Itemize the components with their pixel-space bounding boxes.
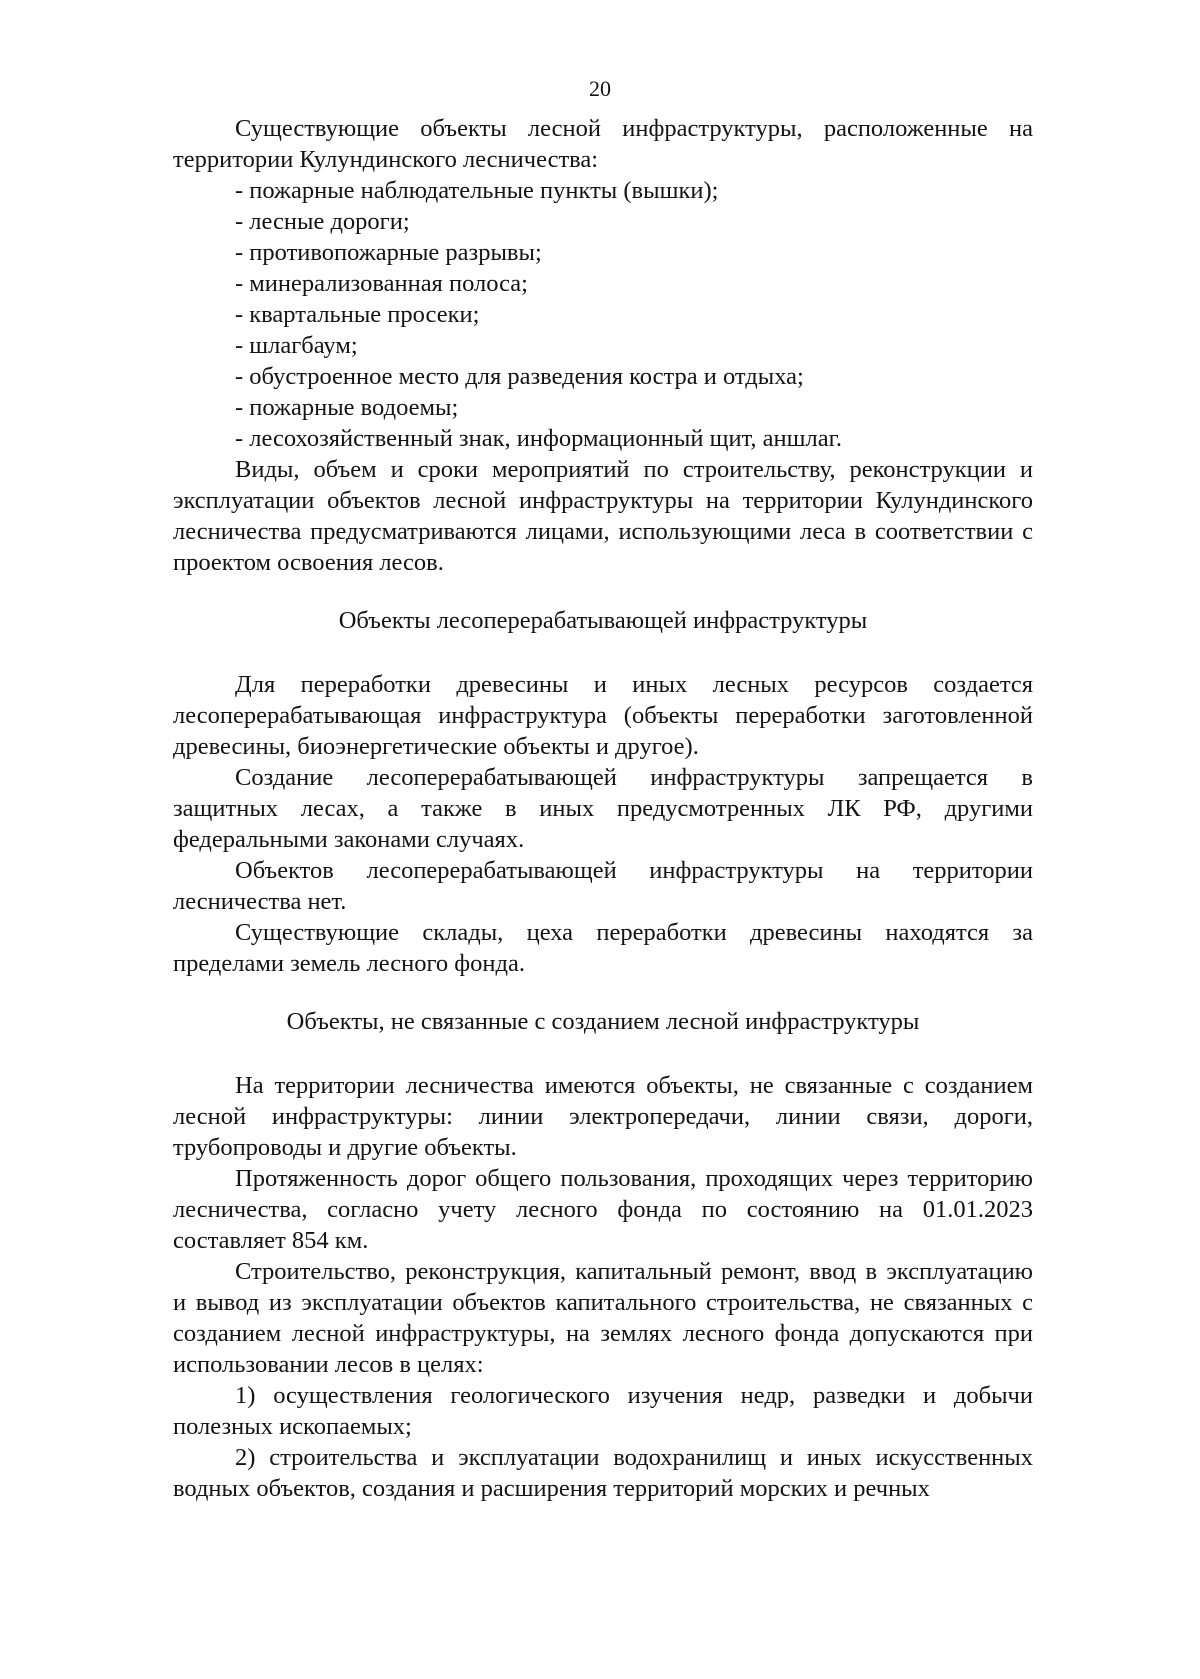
- numbered-item: 1) осуществления геологического изучения недр, разведки и добычи полезных ископаемых;: [173, 1382, 1033, 1440]
- section1-intro: Существующие объекты лесной инфраструктуры, расположенные на территории Кулундинского лесничества:: [173, 115, 1033, 173]
- paragraph: Существующие склады, цеха переработки древесины находятся за пределами земель лесного фонда.: [173, 919, 1033, 977]
- list-item: - пожарные наблюдательные пункты (вышки);: [235, 177, 719, 204]
- list-item: - лесные дороги;: [235, 208, 410, 235]
- list-item: - шлагбаум;: [235, 332, 358, 359]
- paragraph: На территории лесничества имеются объекты, не связанные с созданием лесной инфраструктуры: линии электропередачи, линии связи, дороги, трубопроводы и другие объекты.: [173, 1072, 1033, 1161]
- list-item: - противопожарные разрывы;: [235, 239, 542, 266]
- section-heading-wood-processing: Объекты лесоперерабатывающей инфраструктуры: [338, 607, 868, 634]
- list-item: - минерализованная полоса;: [235, 270, 528, 297]
- section-heading-non-forest-objects: Объекты, не связанные с созданием лесной инфраструктуры: [286, 1008, 920, 1035]
- paragraph: Создание лесоперерабатывающей инфраструктуры запрещается в защитных лесах, а также в иных предусмотренных ЛК РФ, другими федеральными законами случаях.: [173, 764, 1033, 853]
- paragraph: Объектов лесоперерабатывающей инфраструктуры на территории лесничества нет.: [173, 857, 1033, 915]
- paragraph: Протяженность дорог общего пользования, проходящих через территорию лесничества, согласно учету лесного фонда по состоянию на 01.01.2023 составляет 854 км.: [173, 1165, 1033, 1254]
- list-item: - лесохозяйственный знак, информационный щит, аншлаг.: [235, 425, 843, 452]
- list-item: - обустроенное место для разведения костра и отдыха;: [235, 363, 804, 390]
- page-number: 20: [589, 76, 611, 101]
- list-item: - пожарные водоемы;: [235, 394, 459, 421]
- numbered-item: 2) строительства и эксплуатации водохранилищ и иных искусственных водных объектов, создания и расширения территорий морских и речных: [173, 1444, 1033, 1502]
- page-body: [173, 113, 1033, 1504]
- paragraph: Строительство, реконструкция, капитальный ремонт, ввод в эксплуатацию и вывод из эксплуатации объектов капитального строительства, не связанных с созданием лесной инфраструктуры, на землях лесного фонда допускаются при использовании лесов в целях:: [173, 1258, 1033, 1378]
- list-item: - квартальные просеки;: [235, 301, 480, 328]
- section1-paragraph: Виды, объем и сроки мероприятий по строительству, реконструкции и эксплуатации объектов лесной инфраструктуры на территории Кулундинского лесничества предусматриваются лицами, использующими леса в соответствии с проектом освоения лесов.: [173, 456, 1033, 576]
- paragraph: Для переработки древесины и иных лесных ресурсов создается лесоперерабатывающая инфраструктура (объекты переработки заготовленной древесины, биоэнергетические объекты и другое).: [173, 671, 1033, 760]
